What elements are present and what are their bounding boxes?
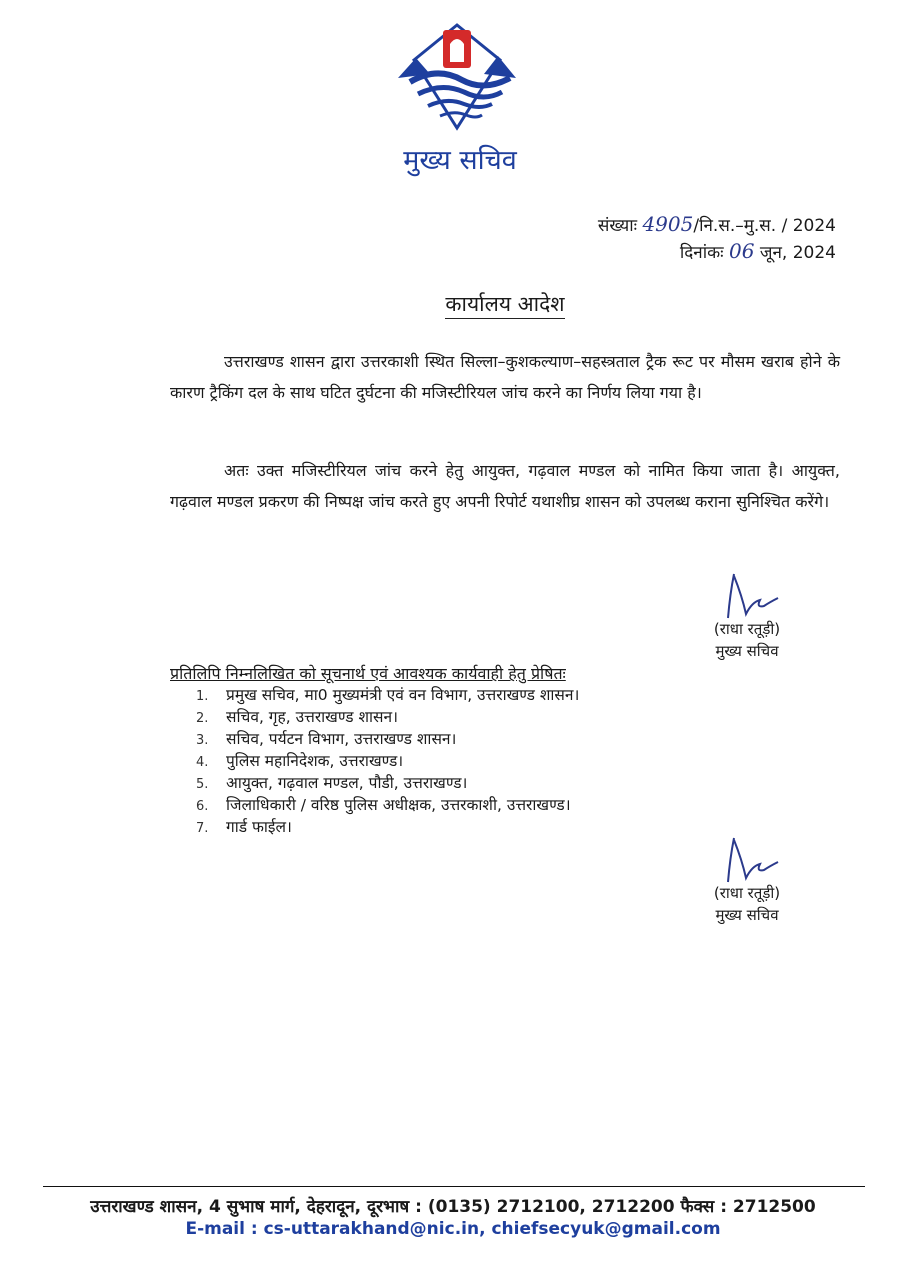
handwritten-signature bbox=[712, 836, 782, 886]
reference-date-label: दिनांकः bbox=[679, 243, 724, 263]
copy-to-item bbox=[196, 816, 579, 838]
copy-to-item-number: 3. bbox=[196, 733, 209, 748]
reference-number-label: संख्याः bbox=[597, 216, 638, 236]
office-title: मुख्य सचिव bbox=[403, 145, 517, 176]
copy-to-item-text: गार्ड फाईल। bbox=[226, 818, 292, 836]
copy-to-item bbox=[196, 750, 579, 772]
copy-to-item-number: 1. bbox=[196, 689, 209, 704]
reference-number bbox=[598, 212, 836, 236]
handwritten-signature bbox=[712, 572, 782, 622]
uttarakhand-emblem-logo bbox=[392, 22, 522, 132]
copy-to-item-number: 2. bbox=[196, 711, 209, 726]
copy-to-item-text: प्रमुख सचिव, मा0 मुख्यमंत्री एवं वन विभाग, उत्तराखण्ड शासन। bbox=[226, 686, 580, 704]
signatory-designation: मुख्य सचिव bbox=[715, 906, 779, 924]
copy-to-heading: प्रतिलिपि निम्नलिखित को सूचनार्थ एवं आवश्यक कार्यवाही हेतु प्रेषितः bbox=[170, 664, 566, 683]
copy-to-item bbox=[196, 728, 579, 750]
copy-to-list bbox=[196, 684, 579, 838]
signature-block bbox=[692, 572, 802, 662]
signatory-name: (राधा रतूड़ी) bbox=[713, 884, 781, 902]
footer-address: उत्तराखण्ड शासन, 4 सुभाष मार्ग, देहरादून, दूरभाष : (0135) 2712100, 2712200 फैक्स : 2712500 bbox=[90, 1197, 816, 1217]
copy-to-item-text: आयुक्त, गढ़वाल मण्डल, पौडी, उत्तराखण्ड। bbox=[226, 774, 468, 792]
footer-email: E-mail : cs-uttarakhand@nic.in, chiefsecyuk@gmail.com bbox=[185, 1219, 721, 1239]
copy-to-item-number: 7. bbox=[196, 821, 209, 836]
signatory-designation: मुख्य सचिव bbox=[715, 642, 779, 660]
reference-number-suffix: /नि.स.–मु.स. / 2024 bbox=[693, 216, 836, 236]
reference-date-suffix: जून, 2024 bbox=[759, 243, 836, 263]
copy-to-item-number: 4. bbox=[196, 755, 209, 770]
order-paragraph-1: उत्तराखण्ड शासन द्वारा उत्तरकाशी स्थित सिल्ला–कुशकल्याण–सहस्त्रताल ट्रैक रूट पर मौसम खराब होने के कारण ट्रैकिंग दल के साथ घटित दुर्घटना की मजिस्टीरियल जांच करने का निर्णय लिया गया है। bbox=[170, 352, 840, 402]
copy-to-item-number: 6. bbox=[196, 799, 209, 814]
signature-block bbox=[692, 836, 802, 926]
copy-to-item bbox=[196, 794, 579, 816]
copy-to-item-text: पुलिस महानिदेशक, उत्तराखण्ड। bbox=[226, 752, 404, 770]
copy-to-item-text: सचिव, गृह, उत्तराखण्ड शासन। bbox=[226, 708, 398, 726]
copy-to-item bbox=[196, 706, 579, 728]
order-title-wrapper bbox=[0, 290, 906, 318]
signatory-name: (राधा रतूड़ी) bbox=[713, 620, 781, 638]
copy-to-item-text: सचिव, पर्यटन विभाग, उत्तराखण्ड शासन। bbox=[226, 730, 457, 748]
copy-to-item bbox=[196, 772, 579, 794]
copy-to-item-text: जिलाधिकारी / वरिष्ठ पुलिस अधीक्षक, उत्तरकाशी, उत्तराखण्ड। bbox=[226, 796, 571, 814]
order-paragraph-2: अतः उक्त मजिस्टीरियल जांच करने हेतु आयुक्त, गढ़वाल मण्डल को नामित किया जाता है। आयुक्त, गढ़वाल मण्डल प्रकरण की निष्पक्ष जांच करते हुए अपनी रिपोर्ट यथाशीघ्र शासन को उपलब्ध कराना सुनिश्चित करेंगे। bbox=[170, 461, 840, 511]
footer-divider bbox=[43, 1186, 865, 1187]
reference-number-handwritten: 4905 bbox=[642, 212, 694, 236]
reference-date bbox=[680, 239, 836, 263]
copy-to-item bbox=[196, 684, 579, 706]
copy-to-item-number: 5. bbox=[196, 777, 209, 792]
reference-date-day-handwritten: 06 bbox=[729, 239, 755, 263]
order-title: कार्यालय आदेश bbox=[445, 292, 564, 319]
